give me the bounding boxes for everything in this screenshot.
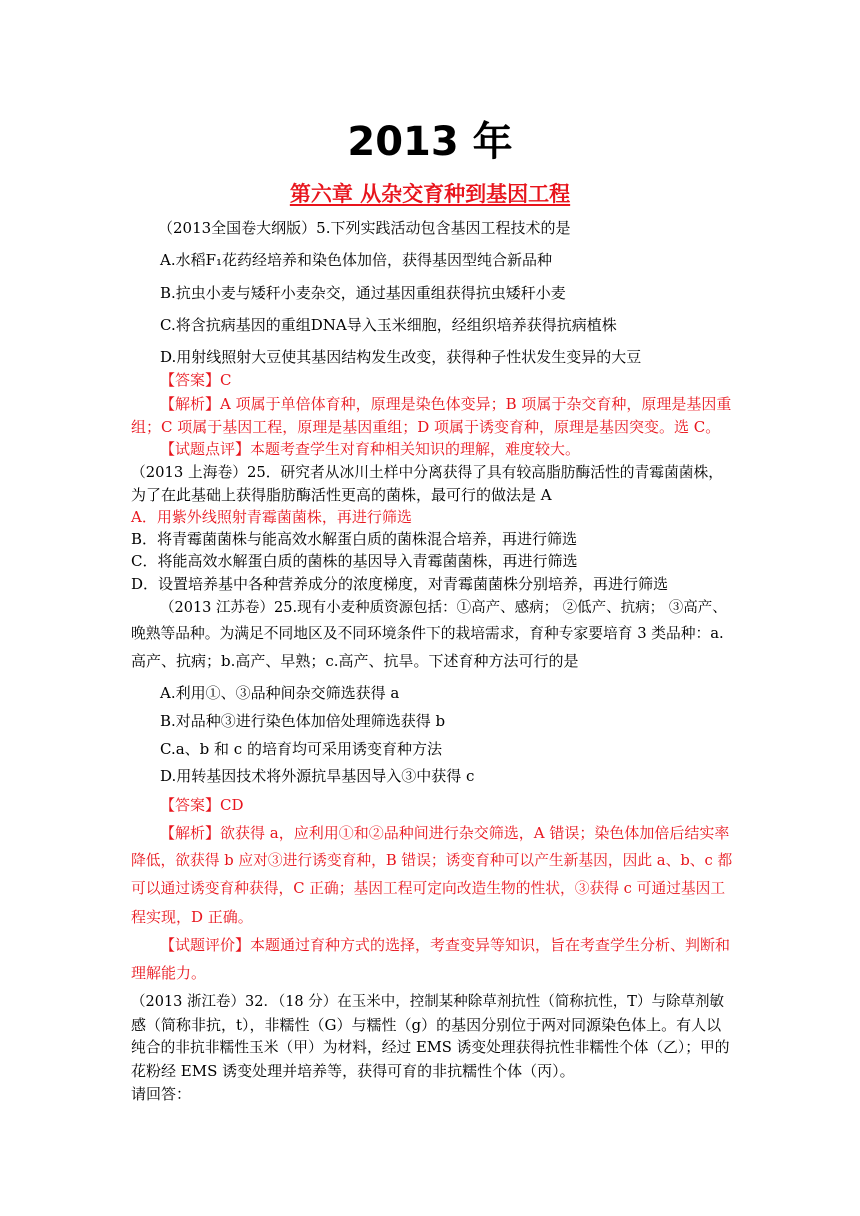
q1-option-b: B.抗虫小麦与矮秆小麦杂交，通过基因重组获得抗虫矮秆小麦 <box>160 284 566 302</box>
q2-option-a: A．用紫外线照射青霉菌菌株，再进行筛选 <box>131 508 412 526</box>
q2-stem-line2: 为了在此基础上获得脂肪酶活性更高的菌株，最可行的做法是 A <box>131 486 552 504</box>
q1-analysis-line2: 组；C 项属于基因工程，原理是基因重组；D 项属于诱变育种，原理是基因突变。选 C。 <box>131 418 721 436</box>
q4-stem-line3: 纯合的非抗非糯性玉米（甲）为材料，经过 EMS 诱变处理获得抗性非糯性个体（乙）；甲的 <box>131 1039 730 1056</box>
q3-answer: 【答案】CD <box>160 796 244 814</box>
q1-answer: 【答案】C <box>160 371 232 389</box>
q3-option-a: A.利用①、③品种间杂交筛选获得 a <box>160 684 400 702</box>
q4-prompt: 请回答： <box>131 1085 192 1103</box>
q4-stem-line2: 感（简称非抗，t），非糯性（G）与糯性（g）的基因分别位于两对同源染色体上。有人以 <box>131 1016 722 1034</box>
q4-stem-line4: 花粉经 EMS 诱变处理并培养等，获得可育的非抗糯性个体（丙）。 <box>131 1062 575 1080</box>
q2-option-b: B．将青霉菌菌株与能高效水解蛋白质的菌株混合培养，再进行筛选 <box>131 530 578 548</box>
q2-option-c: C．将能高效水解蛋白质的菌株的基因导入青霉菌菌株，再进行筛选 <box>131 552 578 570</box>
q4-stem-line1: （2013 浙江卷）32．（18 分）在玉米中，控制某种除草剂抗性（简称抗性，T）与除草剂敏 <box>131 994 724 1010</box>
q2-option-d: D．设置培养基中各种营养成分的浓度梯度，对青霉菌菌株分别培养，再进行筛选 <box>131 575 669 593</box>
q1-option-d: D.用射线照射大豆使其基因结构发生改变，获得种子性状发生变异的大豆 <box>160 348 642 366</box>
q2-stem-line1: （2013 上海卷）25．研究者从冰川土样中分离获得了具有较高脂肪酶活性的青霉菌菌株， <box>131 464 723 481</box>
q3-comment-line2: 理解能力。 <box>131 964 207 982</box>
q3-analysis-line4: 程实现，D 正确。 <box>131 908 253 926</box>
q1-analysis-line1: 【解析】A 项属于单倍体育种，原理是染色体变异；B 项属于杂交育种，原理是基因重 <box>160 395 732 413</box>
chapter-title: 第六章 从杂交育种到基因工程 <box>289 182 571 206</box>
q3-comment-line1: 【试题评价】本题通过育种方式的选择，考查变异等知识，旨在考查学生分析、判断和 <box>160 936 731 954</box>
q3-stem-line1: （2013 江苏卷）25.现有小麦种质资源包括：①高产、感病； ②低产、抗病； ③高产、 <box>160 600 727 616</box>
q3-analysis-line1: 【解析】欲获得 a，应利用①和②品种间进行杂交筛选，A 错误；染色体加倍后结实率 <box>160 824 730 842</box>
q3-stem-line2: 晚熟等品种。为满足不同地区及不同环境条件下的栽培需求，育种专家要培育 3 类品种：a. <box>131 625 724 642</box>
q3-analysis-line2: 降低，欲获得 b 应对③进行诱变育种，B 错误；诱变育种可以产生新基因，因此 a、b、c 都 <box>131 852 733 869</box>
q1-stem: （2013全国卷大纲版）5.下列实践活动包含基因工程技术的是 <box>158 219 571 237</box>
q1-option-a: A.水稻F₁花药经培养和染色体加倍，获得基因型纯合新品种 <box>160 251 553 269</box>
q3-analysis-line3: 可以通过诱变育种获得，C 正确；基因工程可定向改造生物的性状，③获得 c 可通过基因工 <box>131 880 726 897</box>
page-title: 2013 年 <box>347 119 513 165</box>
q3-option-d: D.用转基因技术将外源抗旱基因导入③中获得 c <box>160 767 475 785</box>
q3-option-c: C.a、b 和 c 的培育均可采用诱变育种方法 <box>160 740 442 758</box>
q1-option-c: C.将含抗病基因的重组DNA导入玉米细胞，经组织培养获得抗病植株 <box>160 316 617 334</box>
q3-option-b: B.对品种③进行染色体加倍处理筛选获得 b <box>160 712 446 730</box>
q1-comment: 【试题点评】本题考查学生对育种相关知识的理解，难度较大。 <box>160 440 581 458</box>
q3-stem-line3: 高产、抗病；b.高产、早熟；c.高产、抗旱。下述育种方法可行的是 <box>131 652 579 670</box>
